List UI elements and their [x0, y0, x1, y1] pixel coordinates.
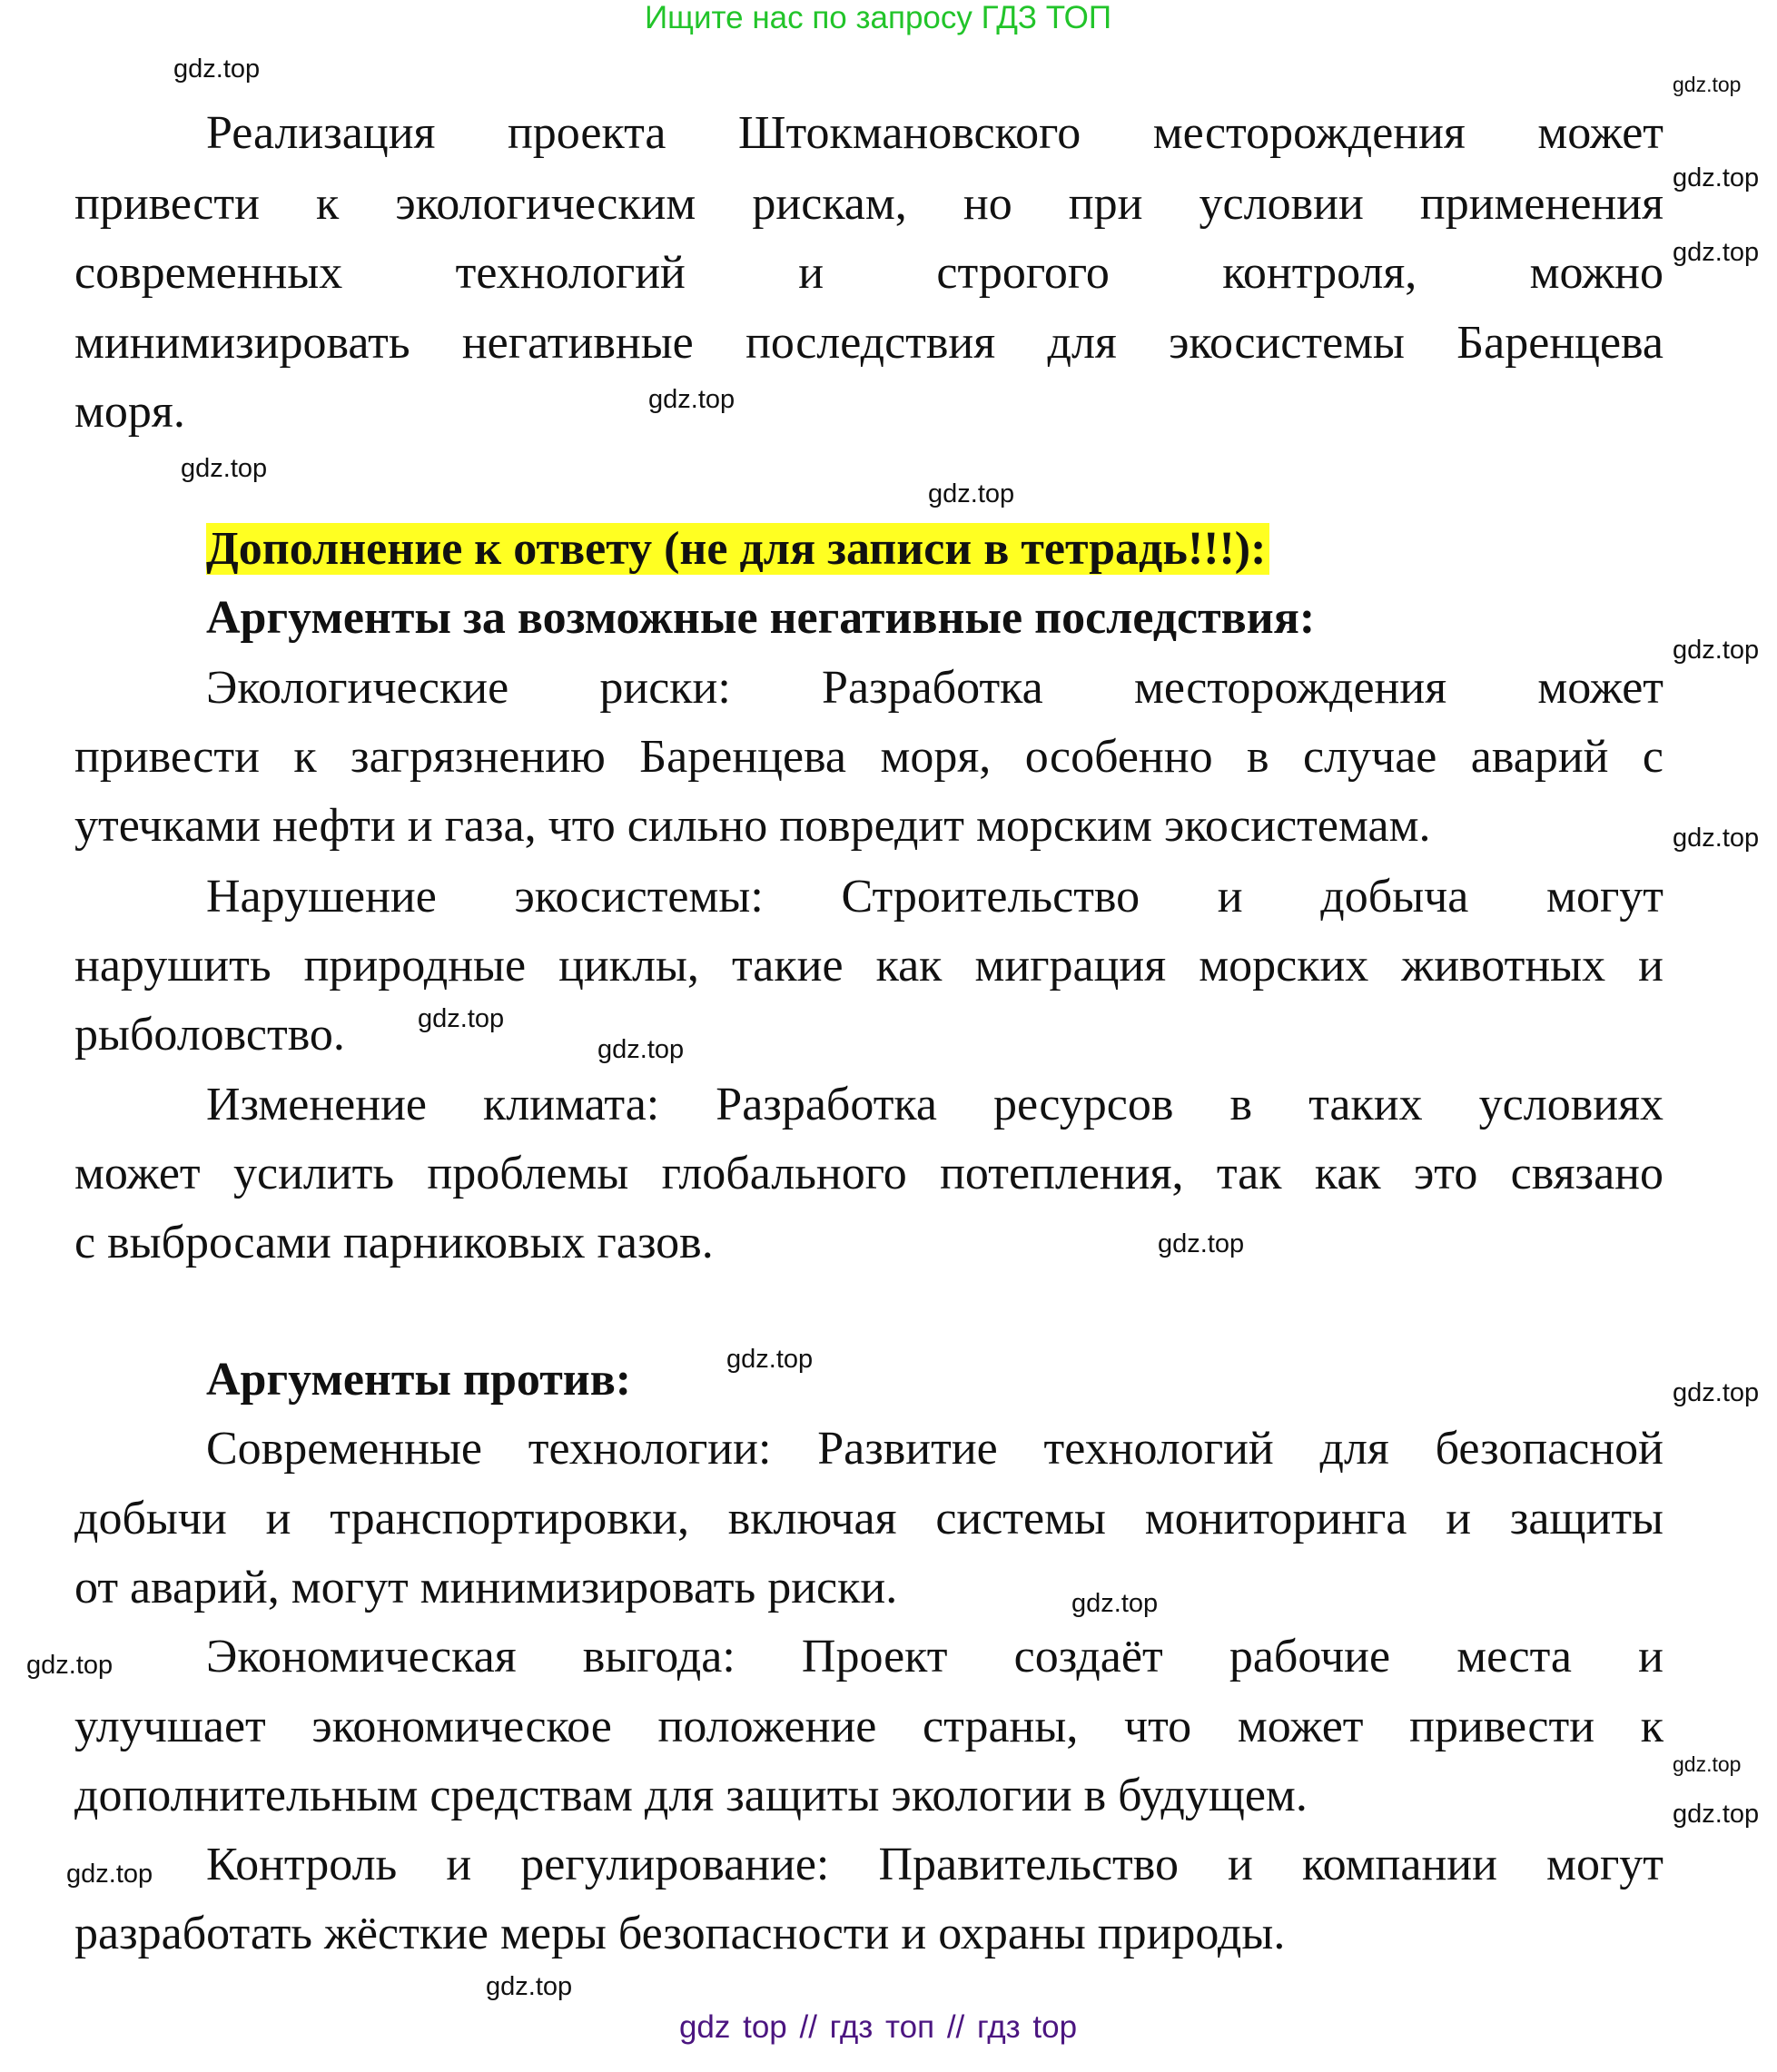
text-line: Нарушение экосистемы: Строительство и добыча могут: [206, 871, 1663, 923]
text-line: Современные технологии: Развитие технологий для безопасной: [206, 1423, 1663, 1475]
text-line: может усилить проблемы глобального потепления, так как это связано: [74, 1148, 1663, 1199]
text-line: от аварий, могут минимизировать риски.: [74, 1562, 898, 1613]
watermark: gdz.top: [1071, 1589, 1159, 1618]
text-line: Контроль и регулирование: Правительство и компании могут: [206, 1839, 1663, 1890]
watermark: gdz.top: [26, 1651, 114, 1680]
watermark: gdz.top: [66, 1860, 153, 1889]
text-line: улучшает экономическое положение страны, что может привести к: [74, 1701, 1663, 1752]
watermark: gdz.top: [1158, 1229, 1245, 1258]
text-line: Реализация проекта Штокмановского месторождения может: [206, 107, 1663, 159]
watermark: gdz.top: [181, 454, 268, 483]
addendum-heading: Дополнение к ответу (не для записи в тетрадь!!!):: [206, 523, 1269, 575]
watermark: gdz.top: [1673, 824, 1760, 853]
watermark: gdz.top: [1673, 73, 1742, 96]
text-line: минимизировать негативные последствия для экосистемы Баренцева: [74, 317, 1663, 369]
search-hint-banner: Ищите нас по запросу ГДЗ ТОП: [645, 0, 1111, 35]
pro-heading: Аргументы за возможные негативные последствия:: [206, 592, 1316, 644]
watermark: gdz.top: [1673, 1378, 1760, 1407]
watermark: gdz.top: [1673, 636, 1760, 665]
text-line: моря.: [74, 386, 185, 438]
watermark: gdz.top: [173, 54, 261, 84]
text-line: дополнительным средствам для защиты экологии в будущем.: [74, 1770, 1308, 1821]
text-line: Экологические риски: Разработка месторождения может: [206, 662, 1663, 714]
watermark: gdz.top: [726, 1345, 814, 1374]
watermark: gdz.top: [1673, 1800, 1760, 1829]
text-line: добычи и транспортировки, включая системы мониторинга и защиты: [74, 1493, 1663, 1544]
watermark: gdz.top: [1673, 163, 1760, 192]
text-line: утечками нефти и газа, что сильно повредит морским экосистемам.: [74, 800, 1431, 852]
text-line: Изменение климата: Разработка ресурсов в таких условиях: [206, 1079, 1663, 1130]
watermark: gdz.top: [486, 1972, 573, 2001]
watermark: gdz.top: [1673, 1752, 1742, 1776]
text-line: с выбросами парниковых газов.: [74, 1217, 714, 1268]
watermark: gdz.top: [597, 1035, 685, 1064]
text-line: рыболовство.: [74, 1009, 345, 1061]
footer-links: gdz top // гдз топ // гдз top: [678, 2009, 1078, 2045]
text-line: разработать жёсткие меры безопасности и охраны природы.: [74, 1908, 1286, 1959]
text-line: современных технологий и строгого контроля, можно: [74, 247, 1663, 299]
text-line: привести к загрязнению Баренцева моря, особенно в случае аварий с: [74, 731, 1663, 783]
watermark: gdz.top: [928, 479, 1015, 508]
watermark: gdz.top: [648, 385, 735, 414]
text-line: Экономическая выгода: Проект создаёт рабочие места и: [206, 1631, 1663, 1682]
con-heading: Аргументы против:: [206, 1354, 632, 1406]
watermark: gdz.top: [418, 1004, 505, 1033]
watermark: gdz.top: [1673, 238, 1760, 267]
text-line: привести к экологическим рискам, но при условии применения: [74, 178, 1663, 230]
text-line: нарушить природные циклы, такие как миграция морских животных и: [74, 940, 1663, 992]
